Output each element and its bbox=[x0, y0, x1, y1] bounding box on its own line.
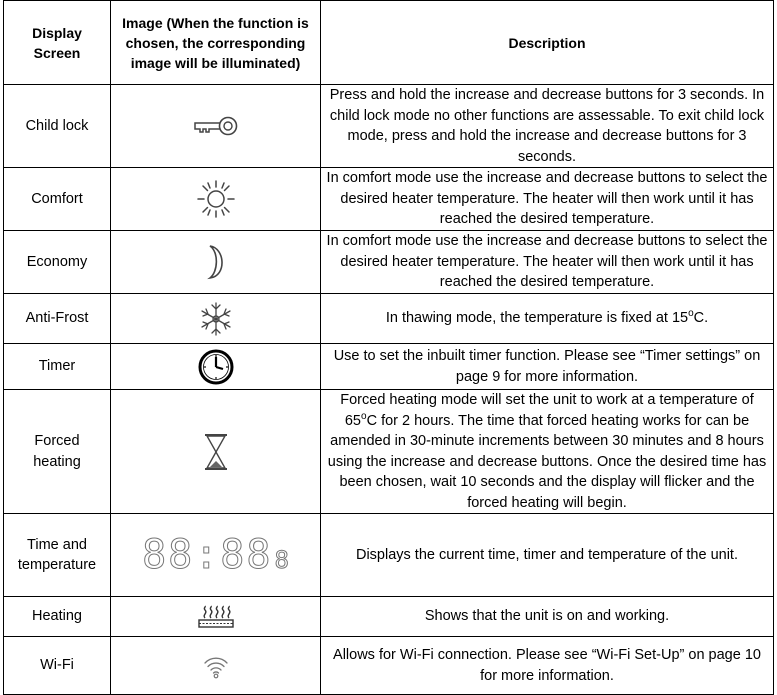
degree-sup: o bbox=[361, 410, 367, 422]
table-row bbox=[4, 231, 774, 294]
segment-digits: 88:88 bbox=[142, 532, 273, 578]
header-image: Image (When the function is chosen, the corresponding image will be illuminated) bbox=[111, 1, 321, 85]
degree-sup: o bbox=[688, 308, 694, 320]
clock-icon bbox=[197, 348, 235, 386]
heating-icon bbox=[196, 605, 236, 629]
row-icon-cell bbox=[111, 597, 321, 637]
table-header-row bbox=[4, 1, 774, 85]
row-description: In comfort mode use the increase and decrease buttons to select the desired heater temperature. The heater will then work until it has reached the desired temperature. bbox=[321, 168, 774, 231]
row-description: Displays the current time, timer and temperature of the unit. bbox=[321, 514, 774, 597]
row-name: Time and temperature bbox=[4, 514, 111, 597]
segment-digit-small: 8 bbox=[274, 546, 289, 574]
sun-icon bbox=[196, 179, 236, 219]
row-icon-cell bbox=[111, 637, 321, 695]
table-row bbox=[4, 637, 774, 695]
row-description-text: In thawing mode, the temperature is fixed at 15 bbox=[385, 310, 689, 327]
table-row bbox=[4, 344, 774, 390]
row-icon-cell bbox=[111, 168, 321, 231]
row-description: In comfort mode use the increase and decrease buttons to select the desired heater temperature. The heater will then work until it has reached the desired temperature. bbox=[321, 231, 774, 294]
row-description: Shows that the unit is on and working. bbox=[321, 597, 774, 637]
row-description-text-after: C for 2 hours. The time that forced heating works for can be amended in 30-minute increments between 30 minutes and 8 hours using the increase and decrease buttons. Once the desired time has been chosen, wait 10 seconds and the display will flicker and the forced heating will begin. bbox=[327, 412, 767, 511]
row-name: Anti-Frost bbox=[4, 294, 111, 344]
row-name: Forced heating bbox=[4, 390, 111, 514]
table-row bbox=[4, 390, 774, 514]
row-name: Heating bbox=[4, 597, 111, 637]
row-icon-cell bbox=[111, 390, 321, 514]
functions-table bbox=[3, 0, 774, 695]
row-name: Economy bbox=[4, 231, 111, 294]
row-name: Child lock bbox=[4, 85, 111, 168]
row-description: Press and hold the increase and decrease buttons for 3 seconds. In child lock mode no other functions are assessable. To exit child lock mode, press and hold the increase and decrease buttons for 3 seconds. bbox=[321, 85, 774, 168]
table-row bbox=[4, 597, 774, 637]
table-row bbox=[4, 294, 774, 344]
segment-display-icon bbox=[142, 532, 289, 578]
row-description bbox=[321, 390, 774, 514]
row-icon-cell bbox=[111, 344, 321, 390]
header-display-screen: Display Screen bbox=[4, 1, 111, 85]
row-icon-cell bbox=[111, 514, 321, 597]
table-row bbox=[4, 85, 774, 168]
header-description: Description bbox=[321, 1, 774, 85]
row-name: Timer bbox=[4, 344, 111, 390]
key-icon bbox=[192, 113, 240, 139]
row-icon-cell bbox=[111, 85, 321, 168]
snowflake-icon bbox=[198, 301, 234, 337]
wifi-icon bbox=[202, 652, 230, 680]
row-name: Wi-Fi bbox=[4, 637, 111, 695]
hourglass-icon bbox=[202, 433, 230, 471]
row-icon-cell bbox=[111, 294, 321, 344]
row-description-text: Forced heating mode will set the unit to work at a temperature of 65 bbox=[340, 392, 754, 429]
row-description: Allows for Wi-Fi connection. Please see “Wi-Fi Set-Up” on page 10 for more information. bbox=[321, 637, 774, 695]
row-description: Use to set the inbuilt timer function. Please see “Timer settings” on page 9 for more information. bbox=[321, 344, 774, 390]
row-icon-cell bbox=[111, 231, 321, 294]
row-description bbox=[321, 294, 774, 344]
moon-icon bbox=[201, 242, 231, 282]
table-row bbox=[4, 514, 774, 597]
row-name: Comfort bbox=[4, 168, 111, 231]
row-description-text-after: C. bbox=[693, 310, 709, 327]
table-row bbox=[4, 168, 774, 231]
